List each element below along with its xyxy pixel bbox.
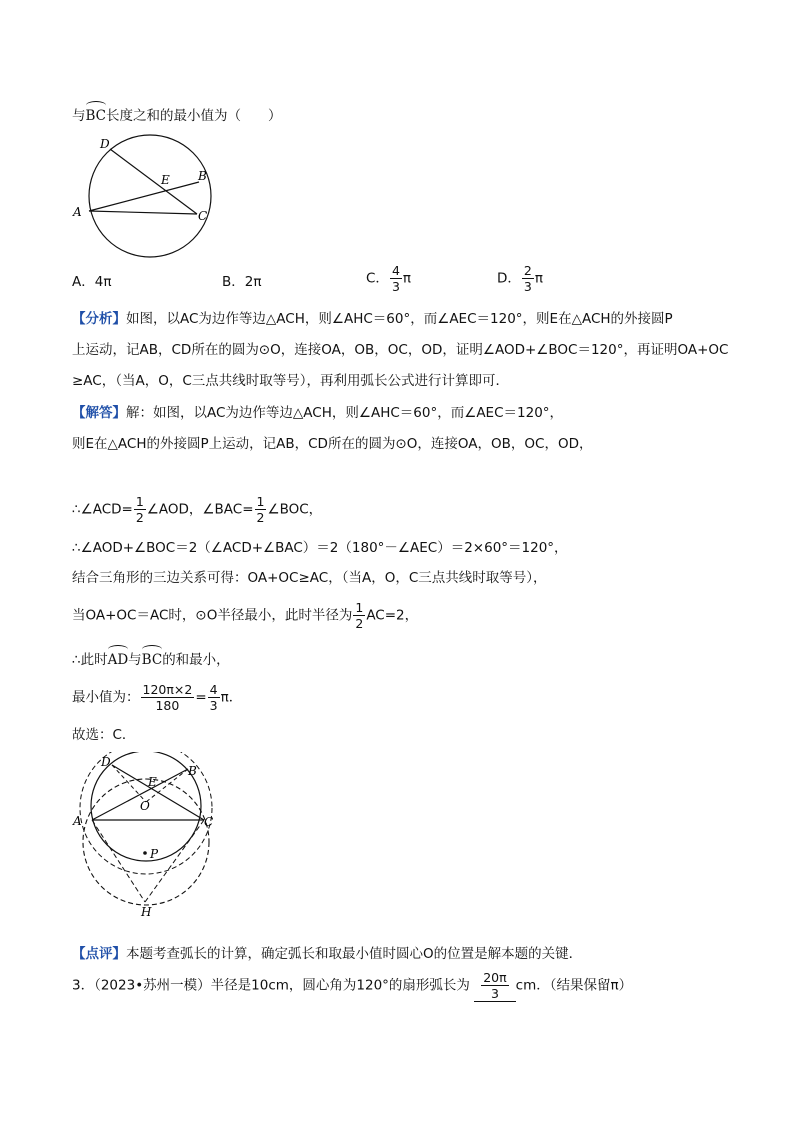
solution-l7-b: 的和最小，	[162, 652, 230, 668]
option-d-fraction: $\frac{2}{3}$	[523, 263, 532, 294]
solution-text-1: 解：如图，以AC为边作等边△ACH，则∠AHC＝60°，而∠AEC＝120°，	[126, 405, 564, 421]
fig2-label-e: E	[148, 775, 157, 789]
solution-line-7	[72, 650, 230, 670]
option-b-label: B．	[222, 274, 245, 290]
fraction-half-3: $\frac{1}{2}$	[355, 600, 364, 631]
figure-1-circle-diagram	[64, 134, 224, 264]
option-c-label: C．	[366, 270, 389, 287]
figure-2-circle-diagram	[64, 752, 224, 920]
solution-l3-a: ∴∠ACD=	[72, 501, 133, 518]
analysis-line-3: ≥AC，（当A，O，C三点共线时取等号），再利用弧长公式进行计算即可．	[72, 373, 510, 389]
fig2-label-d: D	[101, 755, 111, 769]
solution-l6-b: AC=2，	[366, 607, 419, 624]
stem-suffix: 长度之和的最小值为（ ）	[106, 108, 282, 124]
option-b-value: 2π	[244, 274, 262, 290]
question-stem	[72, 106, 282, 126]
q3-suffix: cm．（结果保留π）	[515, 977, 633, 994]
comment-text: 本题考查弧长的计算，确定弧长和取最小值时圆心O的位置是解本题的关键．	[126, 946, 583, 962]
solution-line-6	[72, 600, 418, 631]
fraction-arc-length: $\frac{120\pi\times 2}{180}$	[142, 682, 193, 713]
solution-l8-a: 最小值为：	[72, 689, 140, 706]
solution-tag: 【解答】	[72, 405, 126, 421]
fig1-label-d: D	[100, 137, 110, 151]
solution-line-1	[72, 403, 563, 423]
fig1-label-c: C	[198, 209, 208, 223]
option-c-pi: π	[402, 270, 412, 287]
solution-line-4: ∴∠AOD+∠BOC＝2（∠ACD+∠BAC）＝2（180°－∠AEC）＝2×60°＝120°，	[72, 540, 568, 556]
solution-l3-b: ∠AOD，∠BAC=	[146, 501, 254, 518]
fig1-label-e: E	[161, 173, 170, 187]
q3-answer-blank	[474, 970, 515, 1002]
stem-prefix: 与	[72, 108, 86, 124]
option-c	[366, 263, 411, 294]
arc-bc: BC	[85, 108, 107, 124]
solution-l8-b: π．	[220, 689, 243, 706]
option-a-value: 4π	[94, 274, 112, 290]
solution-line-5: 结合三角形的三边关系可得：OA+OC≥AC，（当A，O，C三点共线时取等号），	[72, 570, 547, 586]
arc-ad: AD	[107, 652, 129, 668]
fig2-label-b: B	[188, 764, 197, 778]
solution-l8-eq: =	[195, 689, 207, 706]
q3-answer-fraction: $\frac{20\pi}{3}$	[483, 970, 507, 1001]
option-d-label: D．	[497, 270, 521, 287]
solution-l6-a: 当OA+OC＝AC时，⊙O半径最小，此时半径为	[72, 607, 353, 624]
solution-line-8	[72, 682, 242, 713]
fig2-label-a: A	[73, 814, 82, 828]
solution-l7-mid: 与	[128, 652, 142, 668]
fraction-half-1: $\frac{1}{2}$	[135, 494, 144, 525]
fig1-label-b: B	[198, 169, 207, 183]
comment-line	[72, 944, 582, 964]
option-b	[222, 272, 261, 292]
analysis-text-1: 如图，以AC为边作等边△ACH，则∠AHC＝60°，而∠AEC＝120°，则E在△ACH的外接圆P	[126, 311, 673, 327]
analysis-line-2: 上运动，记AB，CD所在的圆为⊙O，连接OA，OB，OC，OD，证明∠AOD+∠BOC＝120°，再证明OA+OC	[72, 342, 729, 358]
q3-prefix: 3．（2023•苏州一模）半径是10cm，圆心角为120°的扇形弧长为	[72, 977, 470, 994]
fraction-half-2: $\frac{1}{2}$	[256, 494, 265, 525]
question-3	[72, 970, 632, 1002]
comment-tag: 【点评】	[72, 946, 126, 962]
option-a-label: A．	[72, 274, 95, 290]
solution-line-3	[72, 494, 322, 525]
option-c-fraction: $\frac{4}{3}$	[391, 263, 400, 294]
solution-line-2: 则E在△ACH的外接圆P上运动，记AB，CD所在的圆为⊙O，连接OA，OB，OC，OD，	[72, 436, 593, 452]
option-a	[72, 272, 111, 292]
fig2-label-h: H	[141, 905, 152, 919]
solution-l3-c: ∠BOC，	[267, 501, 323, 518]
fig1-label-a: A	[73, 205, 82, 219]
solution-line-9: 故选：C．	[72, 727, 136, 743]
option-d-pi: π	[534, 270, 543, 287]
analysis-tag: 【分析】	[72, 311, 126, 327]
fig2-label-c: C	[204, 815, 214, 829]
option-d	[497, 263, 543, 294]
fig2-label-o: O	[140, 799, 150, 813]
arc-bc-2: BC	[141, 652, 163, 668]
analysis-line-1	[72, 309, 673, 329]
solution-l7-a: ∴此时	[72, 652, 108, 668]
fraction-result: $\frac{4}{3}$	[209, 682, 218, 713]
fig2-label-p: P	[150, 847, 159, 861]
